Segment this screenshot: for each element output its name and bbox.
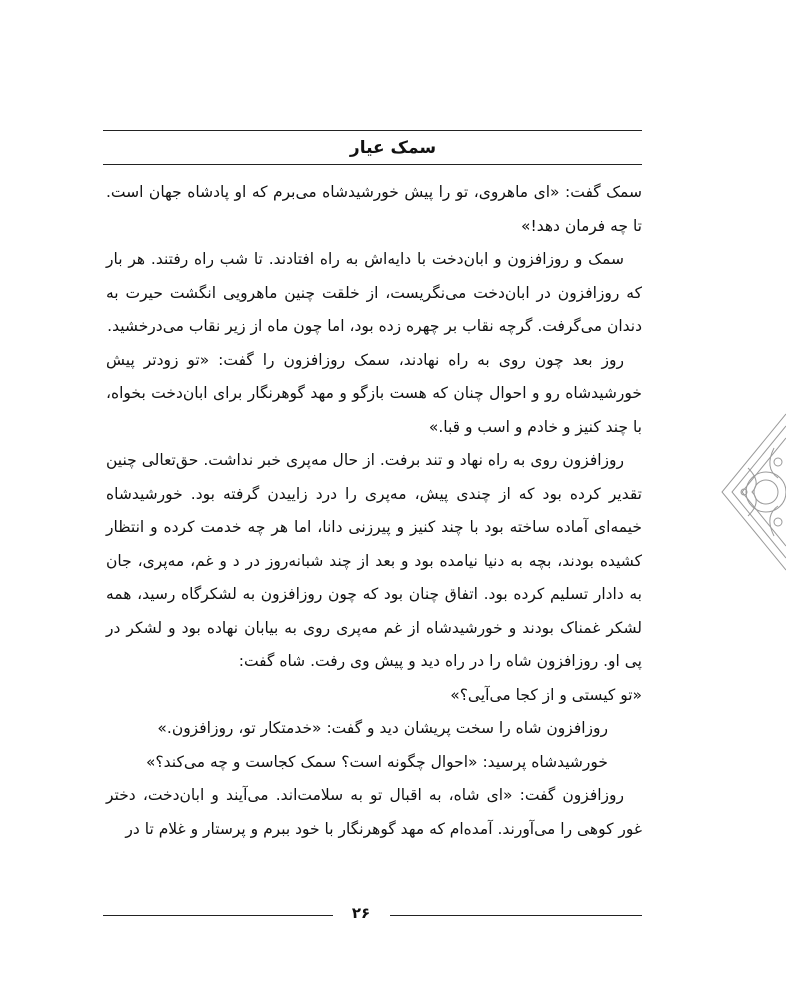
paragraph: روزافزون روی به راه نهاد و تند برفت. از حال مه‌پری خبر نداشت. حق‌تعالی چنین تقدیر کرده بود که از چندی پیش، مه‌پری را درد زاییدن گرفته بود. خورشیدشاه خیمه‌ای آماده ساخته بود با چند کنیز و پیرزنی دانا، اما هر چه خدمت کرده و انتظار کشیده بودند، بچه به دنیا نیامده بود و بعد از چند شبانه‌روز در د و غم، مه‌پری، جان به دادار تسلیم کرده بود. اتفاق چنان بود که چون روزافزون به لشکرگاه رسید، همه لشکر غمناک بودند و خورشیدشاه از غم مه‌پری روی به بیابان نهاده بود و لشکر در پی او. روزافزون شاه را در راه دید و پیش وی رفت. شاه گفت:	[106, 451, 642, 670]
header-rule	[103, 130, 642, 131]
running-header-title: سمک عیار	[349, 138, 437, 158]
page-number: ۲۶	[351, 904, 371, 922]
footer-rule-right	[390, 915, 642, 916]
paragraph: روز بعد چون روی به راه نهادند، سمک روزافزون را گفت: «تو زودتر پیش خورشیدشاه رو و احوال چنان که هست بازگو و مهد گوهرنگار برای ابان‌دخت بخواه، با چند کنیز و خادم و اسب و قبا.»	[106, 350, 642, 436]
decorative-ornament-icon	[718, 408, 786, 576]
paragraph: «تو کیستی و از کجا می‌آیی؟»	[450, 685, 642, 704]
paragraph: سمک و روزافزون و ابان‌دخت با دایه‌اش به راه افتادند. تا شب راه رفتند. هر بار که روزافزون در ابان‌دخت می‌نگریست، از خلقت چنین ماهرویی انگشت حیرت به دندان می‌گرفت. گرچه نقاب بر چهره زده بود، اما چون ماه از زیر نقاب می‌درخشید.	[106, 250, 642, 335]
paragraph: سمک گفت: «ای ماهروی، تو را پیش خورشیدشاه می‌برم که او پادشاه جهان است. تا چه فرمان دهد!»	[106, 183, 642, 235]
paragraph: روزافزون شاه را سخت پریشان دید و گفت: «خدمتکار تو، روزافزون.»	[157, 719, 608, 737]
paragraph: خورشیدشاه پرسید: «احوال چگونه است؟ سمک کجاست و چه می‌کند؟»	[145, 752, 608, 771]
page-body	[106, 176, 642, 846]
header-underline	[103, 164, 642, 165]
footer-rule-left	[103, 915, 333, 916]
paragraph: روزافزون گفت: «ای شاه، به اقبال تو به سلامت‌اند. می‌آیند و ابان‌دخت، دختر غور کوهی را می‌آورند. آمده‌ام که مهد گوهرنگار با خود ببرم و پرستار و غلام تا در	[106, 786, 642, 838]
